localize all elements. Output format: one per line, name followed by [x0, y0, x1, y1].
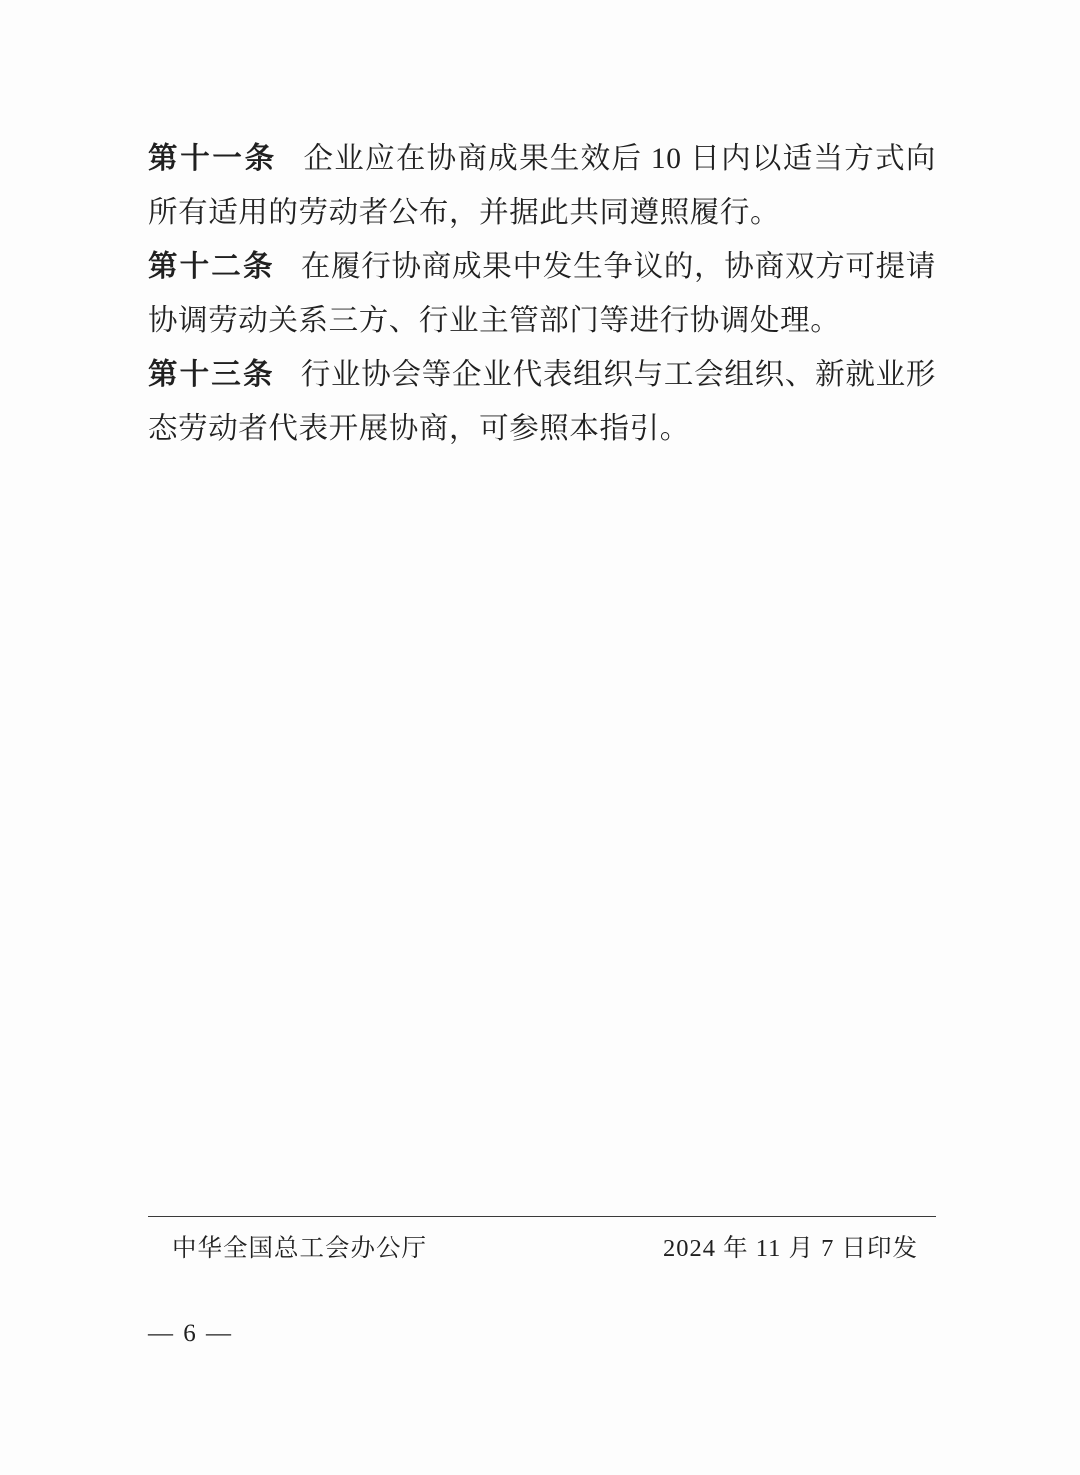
article-paragraph-13 — [148, 348, 936, 456]
article-number-13: 第十三条 — [148, 359, 275, 391]
article-text-12: 在履行协商成果中发生争议的，协商双方可提请协调劳动关系三方、行业主管部门等进行协调处理。 — [148, 251, 936, 337]
article-text-11: 企业应在协商成果生效后 10 日内以适当方式向所有适用的劳动者公布，并据此共同遵照履行。 — [148, 143, 936, 229]
footer-issue-date: 2024 年 11 月 7 日印发 — [663, 1235, 918, 1262]
article-number-11: 第十一条 — [148, 143, 277, 175]
article-paragraph-11 — [148, 132, 936, 240]
article-text-13: 行业协会等企业代表组织与工会组织、新就业形态劳动者代表开展协商，可参照本指引。 — [148, 359, 936, 445]
footer-issuer: 中华全国总工会办公厅 — [172, 1235, 427, 1262]
article-paragraph-12 — [148, 240, 936, 348]
article-number-12: 第十二条 — [148, 251, 275, 283]
page-footer — [148, 1216, 936, 1264]
footer-row — [148, 1217, 936, 1264]
page-number: — 6 — — [148, 1320, 233, 1347]
document-body — [148, 132, 936, 456]
